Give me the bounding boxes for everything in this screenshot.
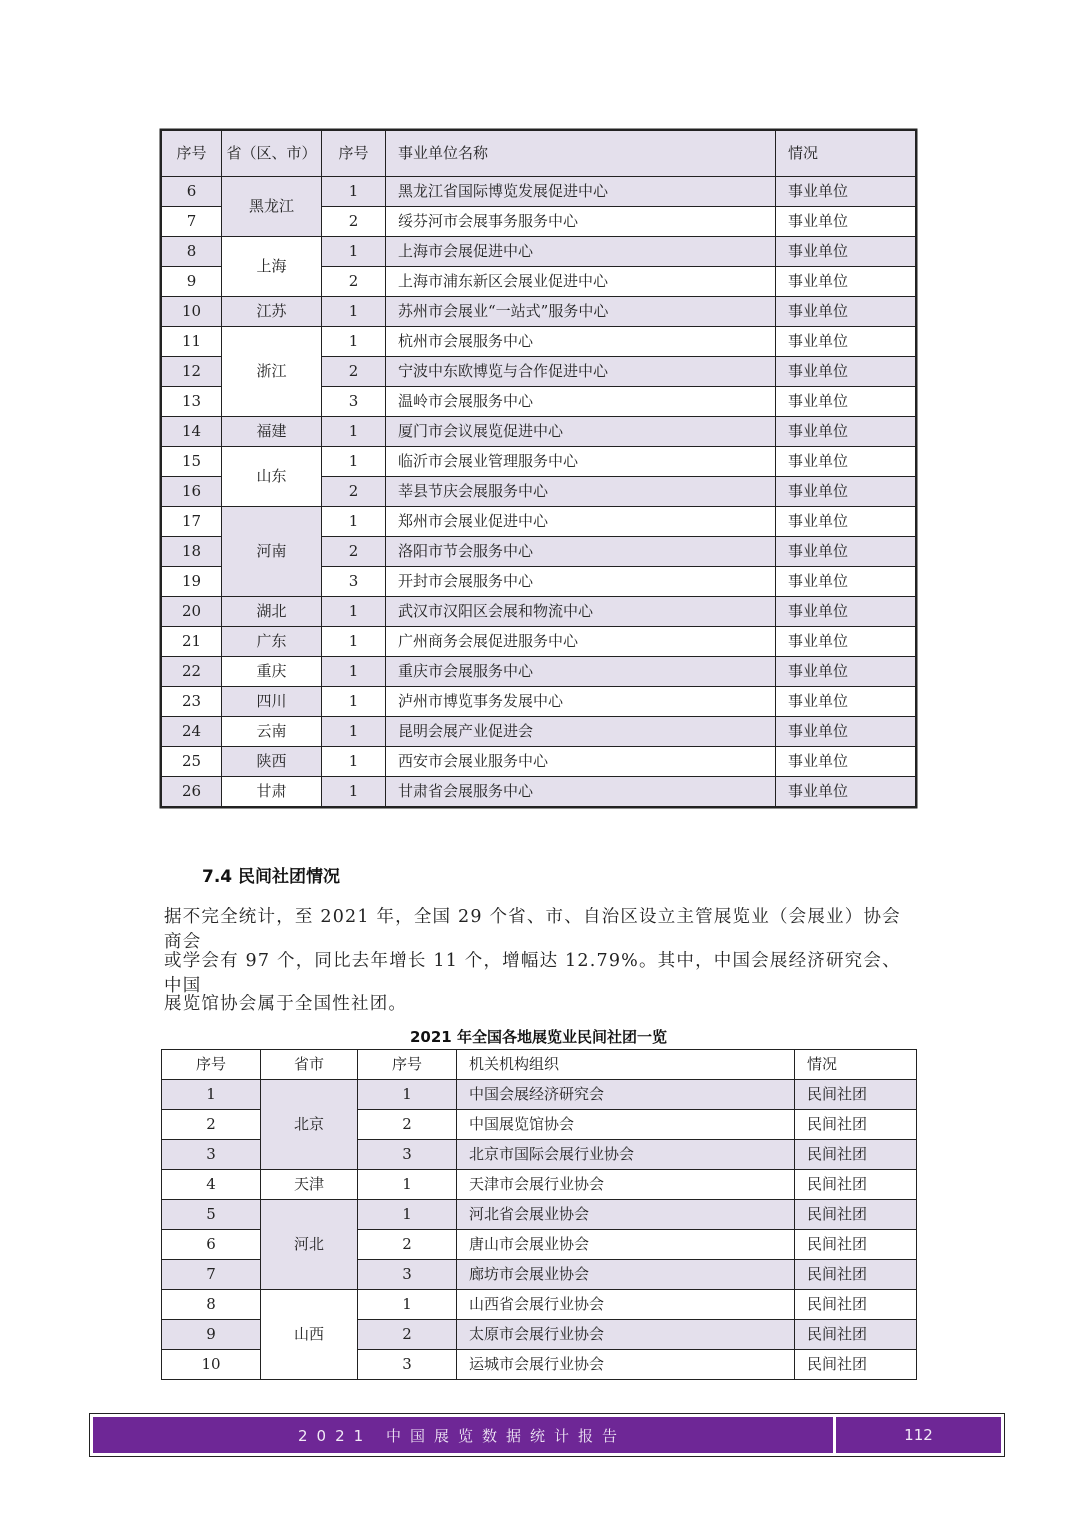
status-cell: 民间社团	[795, 1350, 917, 1380]
row-number: 1	[162, 1080, 261, 1110]
status-cell: 事业单位	[776, 447, 916, 477]
status-cell: 事业单位	[776, 207, 916, 237]
status-cell: 事业单位	[776, 627, 916, 657]
unit-name: 临沂市会展业管理服务中心	[386, 447, 776, 477]
unit-name: 上海市会展促进中心	[386, 237, 776, 267]
paragraph-line: 或学会有 97 个，同比去年增长 11 个，增幅达 12.79%。其中，中国会展经济研究会、中国	[164, 951, 901, 996]
table-row	[162, 1170, 917, 1200]
row-number: 11	[162, 327, 222, 357]
header-cell: 情况	[776, 131, 916, 177]
unit-name: 上海市浦东新区会展业促进中心	[386, 267, 776, 297]
unit-name: 黑龙江省国际博览发展促进中心	[386, 177, 776, 207]
org-name: 太原市会展行业协会	[457, 1320, 795, 1350]
unit-name: 昆明会展产业促进会	[386, 717, 776, 747]
province-cell: 上海	[222, 237, 322, 297]
row-number: 8	[162, 237, 222, 267]
sub-number: 3	[322, 387, 386, 417]
org-name: 运城市会展行业协会	[457, 1350, 795, 1380]
status-cell: 事业单位	[776, 567, 916, 597]
province-cell: 陕西	[222, 747, 322, 777]
sub-number: 2	[358, 1230, 457, 1260]
footer-band	[93, 1417, 1001, 1453]
unit-name: 苏州市会展业“一站式”服务中心	[386, 297, 776, 327]
table-row	[162, 1290, 917, 1320]
associations-table	[161, 1049, 917, 1380]
sub-number: 1	[358, 1290, 457, 1320]
report-title: 2021 中国展览数据统计报告	[298, 1426, 626, 1445]
org-name: 北京市国际会展行业协会	[457, 1140, 795, 1170]
sub-number: 1	[322, 447, 386, 477]
header-cell: 机关机构组织	[457, 1050, 795, 1080]
row-number: 20	[162, 597, 222, 627]
row-number: 5	[162, 1200, 261, 1230]
table-row	[162, 717, 916, 747]
org-name: 廊坊市会展业协会	[457, 1260, 795, 1290]
row-number: 10	[162, 1350, 261, 1380]
org-name: 中国会展经济研究会	[457, 1080, 795, 1110]
table-caption: 2021 年全国各地展览业民间社团一览	[410, 1028, 667, 1046]
row-number: 17	[162, 507, 222, 537]
sub-number: 1	[322, 687, 386, 717]
page-footer	[89, 1413, 1005, 1457]
status-cell: 事业单位	[776, 327, 916, 357]
sub-number: 1	[322, 597, 386, 627]
status-cell: 事业单位	[776, 657, 916, 687]
status-cell: 事业单位	[776, 387, 916, 417]
status-cell: 事业单位	[776, 747, 916, 777]
status-cell: 事业单位	[776, 537, 916, 567]
sub-number: 3	[322, 567, 386, 597]
row-number: 16	[162, 477, 222, 507]
table-row	[162, 237, 916, 267]
row-number: 18	[162, 537, 222, 567]
table-header-row	[162, 131, 916, 177]
province-cell: 甘肃	[222, 777, 322, 807]
table-row	[162, 1200, 917, 1230]
row-number: 2	[162, 1110, 261, 1140]
header-cell: 情况	[795, 1050, 917, 1080]
status-cell: 事业单位	[776, 267, 916, 297]
province-cell: 江苏	[222, 297, 322, 327]
status-cell: 事业单位	[776, 357, 916, 387]
status-cell: 事业单位	[776, 777, 916, 807]
table-row	[162, 777, 916, 807]
province-cell: 黑龙江	[222, 177, 322, 237]
status-cell: 民间社团	[795, 1290, 917, 1320]
row-number: 19	[162, 567, 222, 597]
table-row	[162, 297, 916, 327]
row-number: 21	[162, 627, 222, 657]
row-number: 24	[162, 717, 222, 747]
org-name: 唐山市会展业协会	[457, 1230, 795, 1260]
sub-number: 2	[322, 207, 386, 237]
sub-number: 1	[322, 507, 386, 537]
unit-name: 甘肃省会展服务中心	[386, 777, 776, 807]
row-number: 25	[162, 747, 222, 777]
header-cell: 省市	[261, 1050, 358, 1080]
row-number: 13	[162, 387, 222, 417]
row-number: 6	[162, 1230, 261, 1260]
status-cell: 民间社团	[795, 1080, 917, 1110]
unit-name: 武汉市汉阳区会展和物流中心	[386, 597, 776, 627]
table-row	[162, 1080, 917, 1110]
status-cell: 事业单位	[776, 597, 916, 627]
sub-number: 1	[322, 657, 386, 687]
status-cell: 事业单位	[776, 237, 916, 267]
sub-number: 1	[322, 777, 386, 807]
status-cell: 事业单位	[776, 507, 916, 537]
status-cell: 民间社团	[795, 1110, 917, 1140]
row-number: 9	[162, 1320, 261, 1350]
sub-number: 2	[358, 1110, 457, 1140]
table-row	[162, 327, 916, 357]
sub-number: 1	[322, 627, 386, 657]
header-cell: 序号	[322, 131, 386, 177]
unit-name: 泸州市博览事务发展中心	[386, 687, 776, 717]
table-row	[162, 177, 916, 207]
row-number: 9	[162, 267, 222, 297]
province-cell: 河北	[261, 1200, 358, 1290]
row-number: 4	[162, 1170, 261, 1200]
paragraph-line: 展览馆协会属于全国性社团。	[164, 994, 408, 1014]
status-cell: 民间社团	[795, 1200, 917, 1230]
header-cell: 序号	[162, 131, 222, 177]
header-cell: 事业单位名称	[386, 131, 776, 177]
province-cell: 山西	[261, 1290, 358, 1380]
status-cell: 事业单位	[776, 177, 916, 207]
sub-number: 1	[358, 1080, 457, 1110]
table-header-row	[162, 1050, 917, 1080]
province-cell: 云南	[222, 717, 322, 747]
table-row	[162, 597, 916, 627]
sub-number: 2	[322, 537, 386, 567]
province-cell: 重庆	[222, 657, 322, 687]
org-name: 天津市会展行业协会	[457, 1170, 795, 1200]
province-cell: 湖北	[222, 597, 322, 627]
unit-name: 洛阳市节会服务中心	[386, 537, 776, 567]
sub-number: 3	[358, 1140, 457, 1170]
sub-number: 2	[358, 1320, 457, 1350]
row-number: 22	[162, 657, 222, 687]
status-cell: 事业单位	[776, 417, 916, 447]
row-number: 7	[162, 207, 222, 237]
unit-name: 郑州市会展业促进中心	[386, 507, 776, 537]
table-row	[162, 447, 916, 477]
province-cell: 河南	[222, 507, 322, 597]
header-cell: 省（区、市）	[222, 131, 322, 177]
status-cell: 民间社团	[795, 1320, 917, 1350]
table-row	[162, 657, 916, 687]
table-row	[162, 507, 916, 537]
row-number: 23	[162, 687, 222, 717]
status-cell: 民间社团	[795, 1230, 917, 1260]
province-cell: 浙江	[222, 327, 322, 417]
province-cell: 四川	[222, 687, 322, 717]
row-number: 10	[162, 297, 222, 327]
org-name: 山西省会展行业协会	[457, 1290, 795, 1320]
status-cell: 事业单位	[776, 687, 916, 717]
province-cell: 山东	[222, 447, 322, 507]
section-heading: 7.4 民间社团情况	[202, 867, 341, 887]
row-number: 26	[162, 777, 222, 807]
province-cell: 广东	[222, 627, 322, 657]
institutions-table	[161, 130, 916, 807]
sub-number: 1	[358, 1170, 457, 1200]
paragraph-line: 据不完全统计，至 2021 年，全国 29 个省、市、自治区设立主管展览业（会展业）协会商会	[164, 907, 901, 952]
sub-number: 3	[358, 1350, 457, 1380]
status-cell: 事业单位	[776, 477, 916, 507]
unit-name: 厦门市会议展览促进中心	[386, 417, 776, 447]
row-number: 7	[162, 1260, 261, 1290]
row-number: 14	[162, 417, 222, 447]
status-cell: 事业单位	[776, 717, 916, 747]
unit-name: 莘县节庆会展服务中心	[386, 477, 776, 507]
unit-name: 开封市会展服务中心	[386, 567, 776, 597]
row-number: 3	[162, 1140, 261, 1170]
row-number: 6	[162, 177, 222, 207]
header-cell: 序号	[358, 1050, 457, 1080]
sub-number: 1	[322, 237, 386, 267]
unit-name: 杭州市会展服务中心	[386, 327, 776, 357]
sub-number: 3	[358, 1260, 457, 1290]
unit-name: 温岭市会展服务中心	[386, 387, 776, 417]
table-row	[162, 417, 916, 447]
sub-number: 1	[322, 327, 386, 357]
row-number: 8	[162, 1290, 261, 1320]
table-row	[162, 687, 916, 717]
province-cell: 北京	[261, 1080, 358, 1170]
status-cell: 民间社团	[795, 1140, 917, 1170]
sub-number: 1	[322, 177, 386, 207]
page-number: 112	[904, 1426, 933, 1444]
sub-number: 1	[322, 747, 386, 777]
sub-number: 2	[322, 357, 386, 387]
row-number: 15	[162, 447, 222, 477]
unit-name: 宁波中东欧博览与合作促进中心	[386, 357, 776, 387]
status-cell: 民间社团	[795, 1170, 917, 1200]
row-number: 12	[162, 357, 222, 387]
status-cell: 事业单位	[776, 297, 916, 327]
sub-number: 2	[322, 267, 386, 297]
unit-name: 西安市会展业服务中心	[386, 747, 776, 777]
province-cell: 天津	[261, 1170, 358, 1200]
unit-name: 重庆市会展服务中心	[386, 657, 776, 687]
unit-name: 广州商务会展促进服务中心	[386, 627, 776, 657]
province-cell: 福建	[222, 417, 322, 447]
sub-number: 1	[322, 417, 386, 447]
org-name: 中国展览馆协会	[457, 1110, 795, 1140]
sub-number: 1	[322, 297, 386, 327]
table-row	[162, 747, 916, 777]
org-name: 河北省会展业协会	[457, 1200, 795, 1230]
header-cell: 序号	[162, 1050, 261, 1080]
sub-number: 1	[358, 1200, 457, 1230]
unit-name: 绥芬河市会展事务服务中心	[386, 207, 776, 237]
table-row	[162, 627, 916, 657]
sub-number: 2	[322, 477, 386, 507]
sub-number: 1	[322, 717, 386, 747]
status-cell: 民间社团	[795, 1260, 917, 1290]
